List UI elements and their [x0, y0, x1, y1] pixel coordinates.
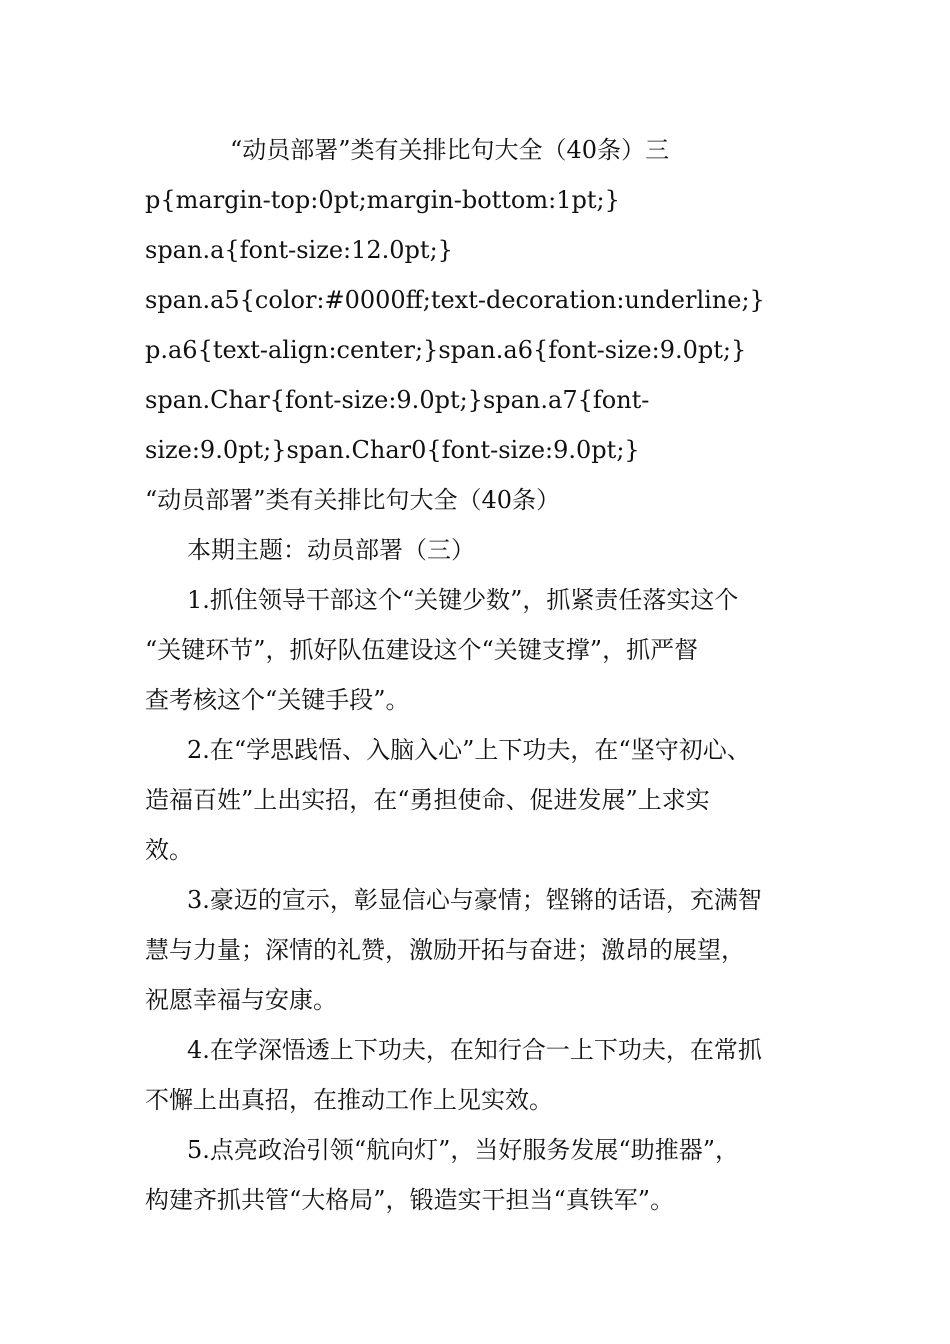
css-text-line: p{margin-top:0pt;margin-bottom:1pt;} [145, 186, 620, 214]
item-text-line: 查考核这个“关键手段”。 [145, 686, 410, 714]
css-text-line: span.a{font-size:12.0pt;} [145, 236, 453, 264]
document-subtitle: “动员部署”类有关排比句大全（40条） [145, 486, 561, 514]
item-text-line: 1.抓住领导干部这个“关键少数”，抓紧责任落实这个 [187, 586, 739, 614]
document-title: “动员部署”类有关排比句大全（40条）三 [230, 136, 670, 164]
css-text-line: p.a6{text-align:center;}span.a6{font-size:9.0pt;} [145, 336, 747, 364]
css-text-line: size:9.0pt;}span.Char0{font-size:9.0pt;} [145, 436, 640, 464]
topic-line: 本期主题：动员部署（三） [187, 536, 475, 564]
item-text-line: 造福百姓”上出实招，在“勇担使命、促进发展”上求实 [145, 786, 710, 814]
css-text-line: span.Char{font-size:9.0pt;}span.a7{font- [145, 386, 650, 414]
item-text-line: 4.在学深悟透上下功夫，在知行合一上下功夫，在常抓 [187, 1036, 762, 1064]
item-text-line: 3.豪迈的宣示，彰显信心与豪情；铿锵的话语，充满智 [187, 886, 762, 914]
css-text-line: span.a5{color:#0000ff;text-decoration:underline;} [145, 286, 765, 314]
item-text-line: 不懈上出真招，在推动工作上见实效。 [145, 1086, 553, 1114]
item-text-line: 5.点亮政治引领“航向灯”，当好服务发展“助推器”， [187, 1136, 739, 1164]
item-text-line: “关键环节”，抓好队伍建设这个“关键支撑”，抓严督 [145, 636, 699, 664]
item-text-line: 构建齐抓共管“大格局”，锻造实干担当“真铁军”。 [145, 1186, 675, 1214]
item-text-line: 效。 [145, 836, 193, 864]
item-text-line: 祝愿幸福与安康。 [145, 986, 337, 1014]
item-text-line: 慧与力量；深情的礼赞，激励开拓与奋进；激昂的展望， [145, 936, 745, 964]
item-text-line: 2.在“学思践悟、入脑入心”上下功夫，在“坚守初心、 [187, 736, 751, 764]
